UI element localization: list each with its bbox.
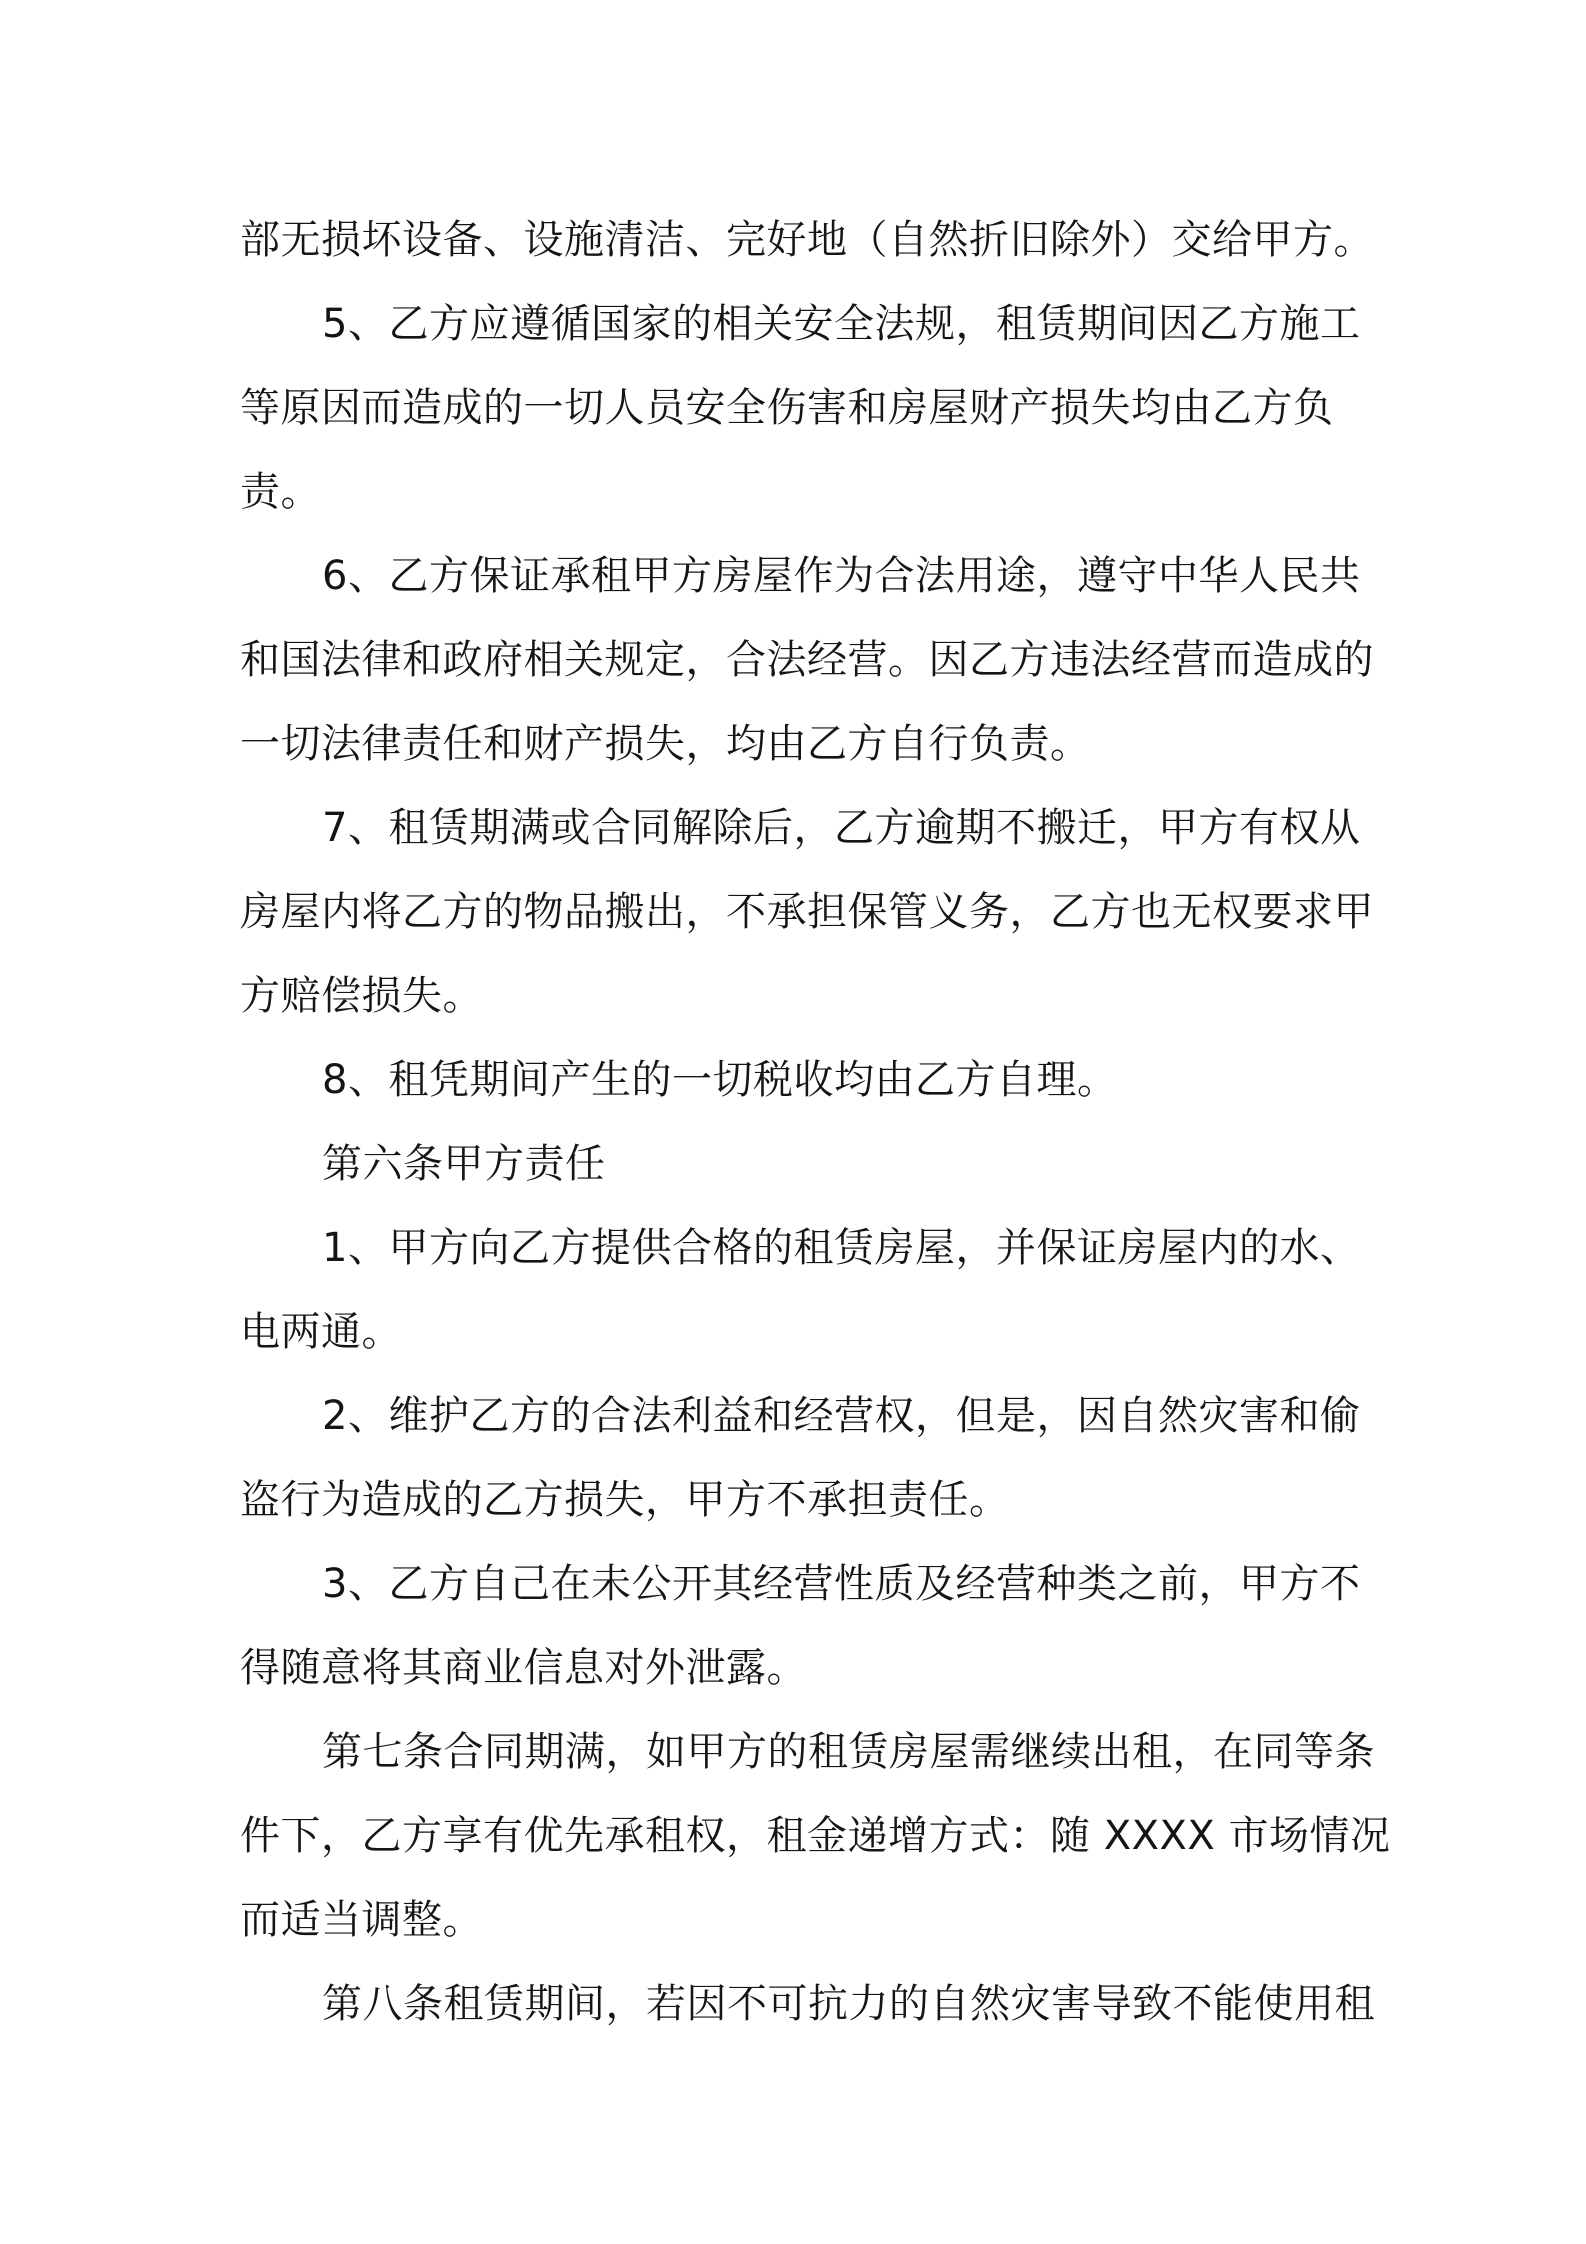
text-line: 盗行为造成的乙方损失，甲方不承担责任。 bbox=[240, 1477, 1010, 1523]
text-line: 第七条合同期满，如甲方的租赁房屋需继续出租，在同等条 bbox=[322, 1729, 1375, 1775]
text-line: 责。 bbox=[240, 469, 321, 515]
text-line: 6、乙方保证承租甲方房屋作为合法用途，遵守中华人民共 bbox=[322, 553, 1361, 599]
text-line: 8、租凭期间产生的一切税收均由乙方自理。 bbox=[322, 1057, 1118, 1103]
text-line: 部无损坏设备、设施清洁、完好地（自然折旧除外）交给甲方。 bbox=[240, 217, 1374, 263]
text-line: 而适当调整。 bbox=[240, 1897, 483, 1943]
text-line: 第八条租赁期间，若因不可抗力的自然灾害导致不能使用租 bbox=[322, 1981, 1375, 2027]
text-line: 和国法律和政府相关规定，合法经营。因乙方违法经营而造成的 bbox=[240, 637, 1374, 683]
text-line: 电两通。 bbox=[240, 1309, 402, 1355]
text-line: 1、甲方向乙方提供合格的租赁房屋，并保证房屋内的水、 bbox=[322, 1225, 1361, 1271]
text-line: 3、乙方自己在未公开其经营性质及经营种类之前，甲方不 bbox=[322, 1561, 1361, 1607]
text-line: 一切法律责任和财产损失，均由乙方自行负责。 bbox=[240, 721, 1091, 767]
text-line: 房屋内将乙方的物品搬出，不承担保管义务，乙方也无权要求甲 bbox=[240, 889, 1374, 935]
text-line: 得随意将其商业信息对外泄露。 bbox=[240, 1645, 807, 1691]
text-line: 方赔偿损失。 bbox=[240, 973, 483, 1019]
text-line: 2、维护乙方的合法利益和经营权，但是，因自然灾害和偷 bbox=[322, 1393, 1361, 1439]
section-heading: 第六条甲方责任 bbox=[322, 1141, 606, 1187]
document-body bbox=[240, 198, 1391, 2046]
text-line: 7、租赁期满或合同解除后，乙方逾期不搬迁，甲方有权从 bbox=[322, 805, 1361, 851]
text-line: 等原因而造成的一切人员安全伤害和房屋财产损失均由乙方负 bbox=[240, 385, 1334, 431]
text-line: 件下，乙方享有优先承租权，租金递增方式：随 XXXX 市场情况 bbox=[240, 1813, 1391, 1859]
text-line: 5、乙方应遵循国家的相关安全法规，租赁期间因乙方施工 bbox=[322, 301, 1361, 347]
